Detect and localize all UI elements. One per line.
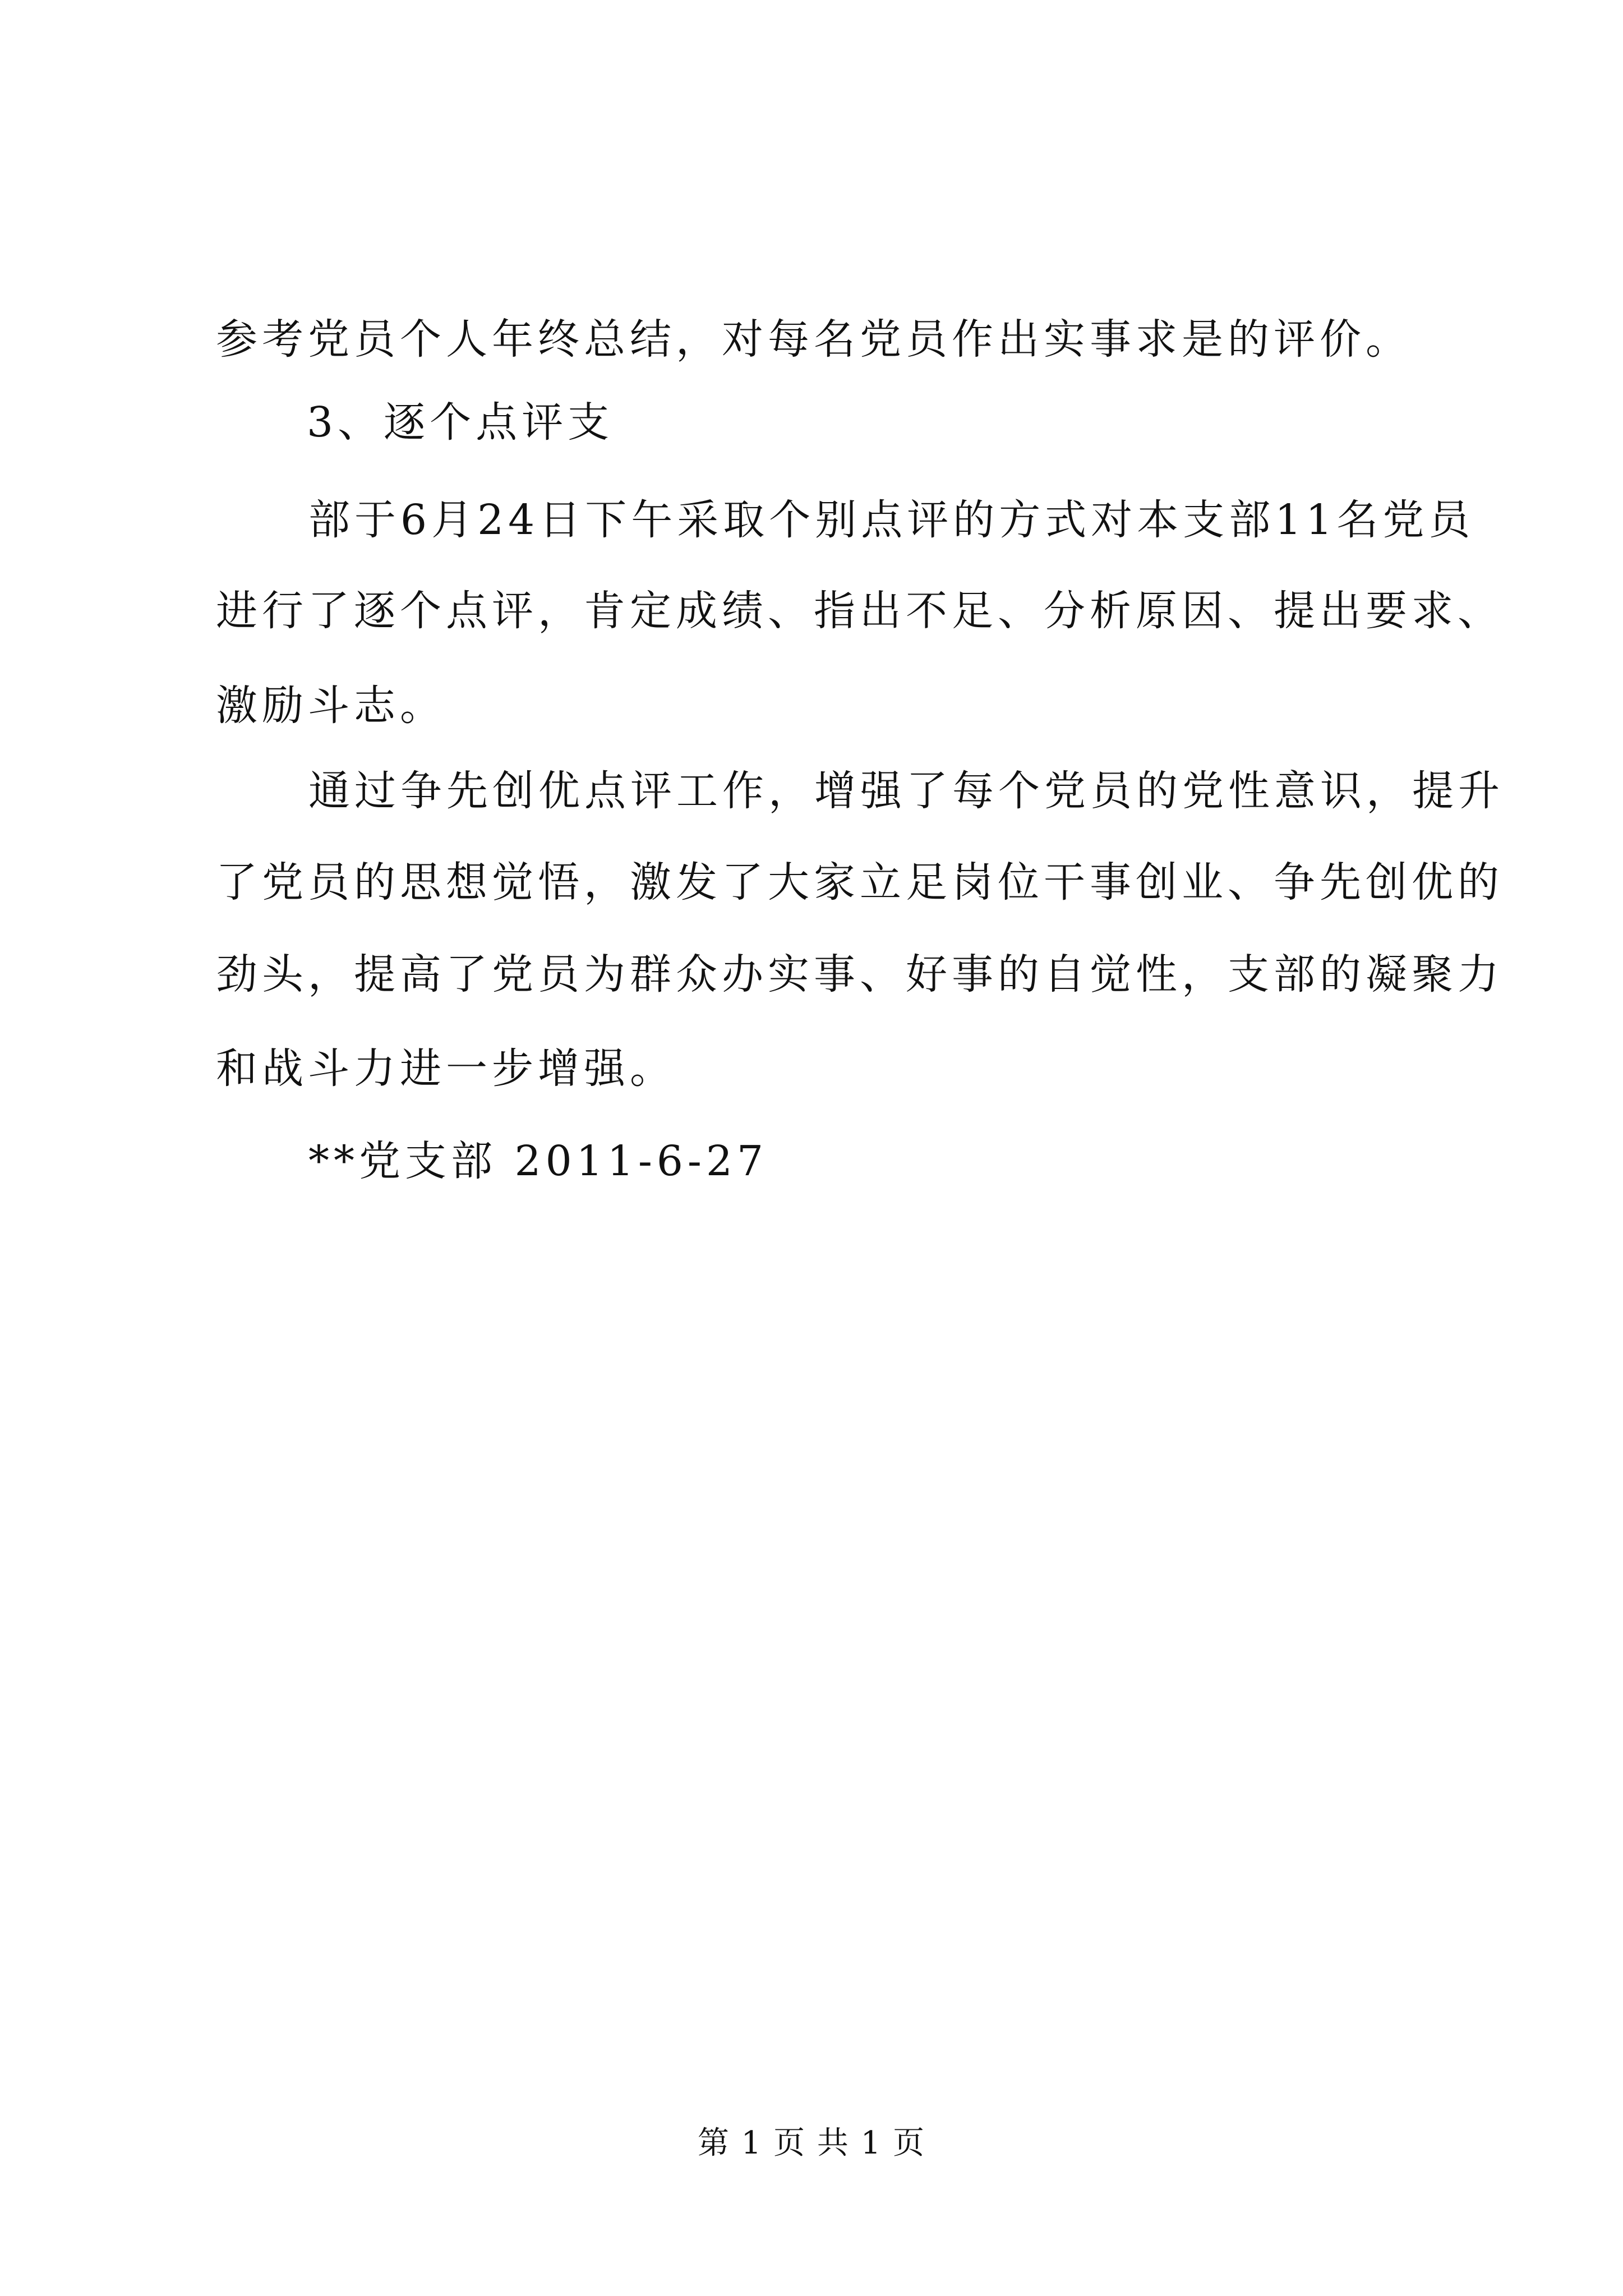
body-text: 通过争先创优点评工作，增强了每个党员的党性意识，提升: [308, 767, 1504, 815]
section-heading: 3、逐个点评支: [307, 398, 614, 447]
body-text: 部于6月24日下午采取个别点评的方式对本支部11名党员: [308, 496, 1475, 544]
paragraph-line: [0, 472, 1623, 568]
paragraph-line: [0, 927, 1623, 1022]
signature-line: [0, 1114, 1623, 1209]
body-text: 了党员的思想觉悟，激发了大家立足岗位干事创业、争先创优的: [216, 858, 1504, 907]
body-text: 进行了逐个点评，肯定成绩、指出不足、分析原因、提出要求、: [216, 587, 1504, 635]
paragraph-line: [0, 1021, 1623, 1116]
body-text: 参考党员个人年终总结，对每名党员作出实事求是的评价。: [216, 315, 1412, 364]
body-text: 激励斗志。: [216, 682, 446, 730]
paragraph-line: [0, 835, 1623, 930]
paragraph-line: [0, 563, 1623, 659]
paragraph-line: [0, 743, 1623, 839]
signature-text: **党支部 2011-6-27: [308, 1137, 768, 1185]
body-text: 劲头，提高了党员为群众办实事、好事的自觉性，支部的凝聚力: [216, 950, 1504, 999]
paragraph-line: [0, 375, 1623, 470]
page-footer: 第 1 页 共 1 页: [697, 2125, 926, 2161]
body-text: 和战斗力进一步增强。: [216, 1045, 676, 1093]
paragraph-line: [0, 292, 1623, 387]
paragraph-line: [0, 658, 1623, 753]
